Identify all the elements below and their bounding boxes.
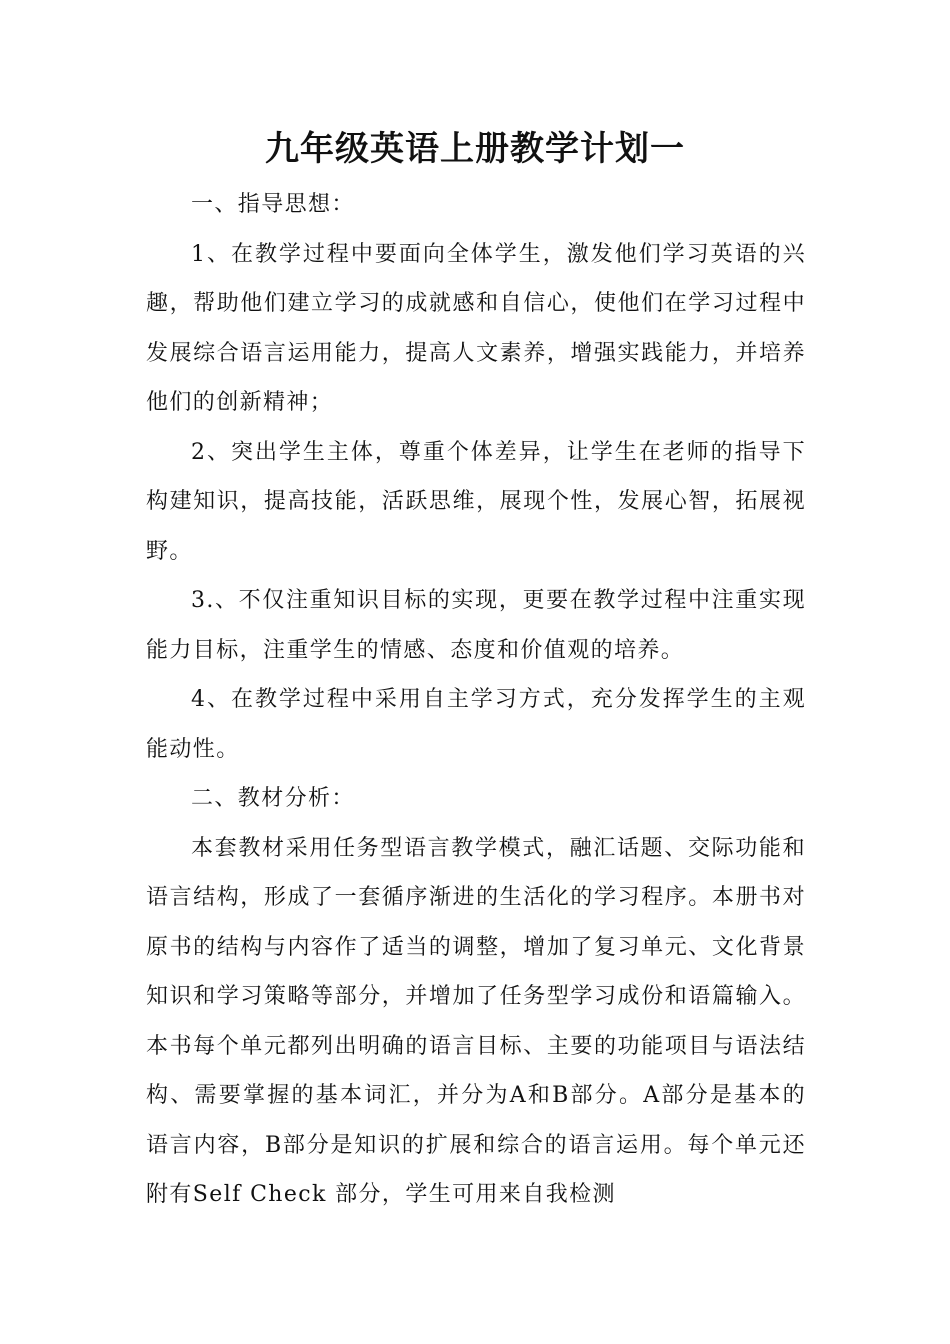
document-title: 九年级英语上册教学计划一 <box>265 129 685 169</box>
document-body <box>146 180 806 1220</box>
section-heading-textbook-analysis: 二、教材分析： <box>191 786 355 811</box>
paragraph-point-2: 2、突出学生主体，尊重个体差异，让学生在老师的指导下构建知识，提高技能，活跃思维，展现个性，发展心智，拓展视野。 <box>146 439 806 564</box>
paragraph-point-1: 1、在教学过程中要面向全体学生，激发他们学习英语的兴趣，帮助他们建立学习的成就感和自信心，使他们在学习过程中发展综合语言运用能力，提高人文素养，增强实践能力，并培养他们的创新精神； <box>146 241 806 415</box>
paragraph-point-4: 4、在教学过程中采用自主学习方式，充分发挥学生的主观能动性。 <box>146 687 806 762</box>
paragraph-point-3: 3.、不仅注重知识目标的实现，更要在教学过程中注重实现能力目标，注重学生的情感、态度和价值观的培养。 <box>146 588 806 663</box>
paragraph-textbook-analysis: 本套教材采用任务型语言教学模式，融汇话题、交际功能和语言结构，形成了一套循序渐进的生活化的学习程序。本册书对原书的结构与内容作了适当的调整，增加了复习单元、文化背景知识和学习策略等部分，并增加了任务型学习成份和语篇输入。本书每个单元都列出明确的语言目标、主要的功能项目与语法结构、需要掌握的基本词汇，并分为A和B部分。A部分是基本的语言内容，B部分是知识的扩展和综合的语言运用。每个单元还附有Self Check 部分，学生可用来自我检测 <box>146 835 806 1207</box>
section-heading-guiding-ideology: 一、指导思想： <box>191 192 355 217</box>
